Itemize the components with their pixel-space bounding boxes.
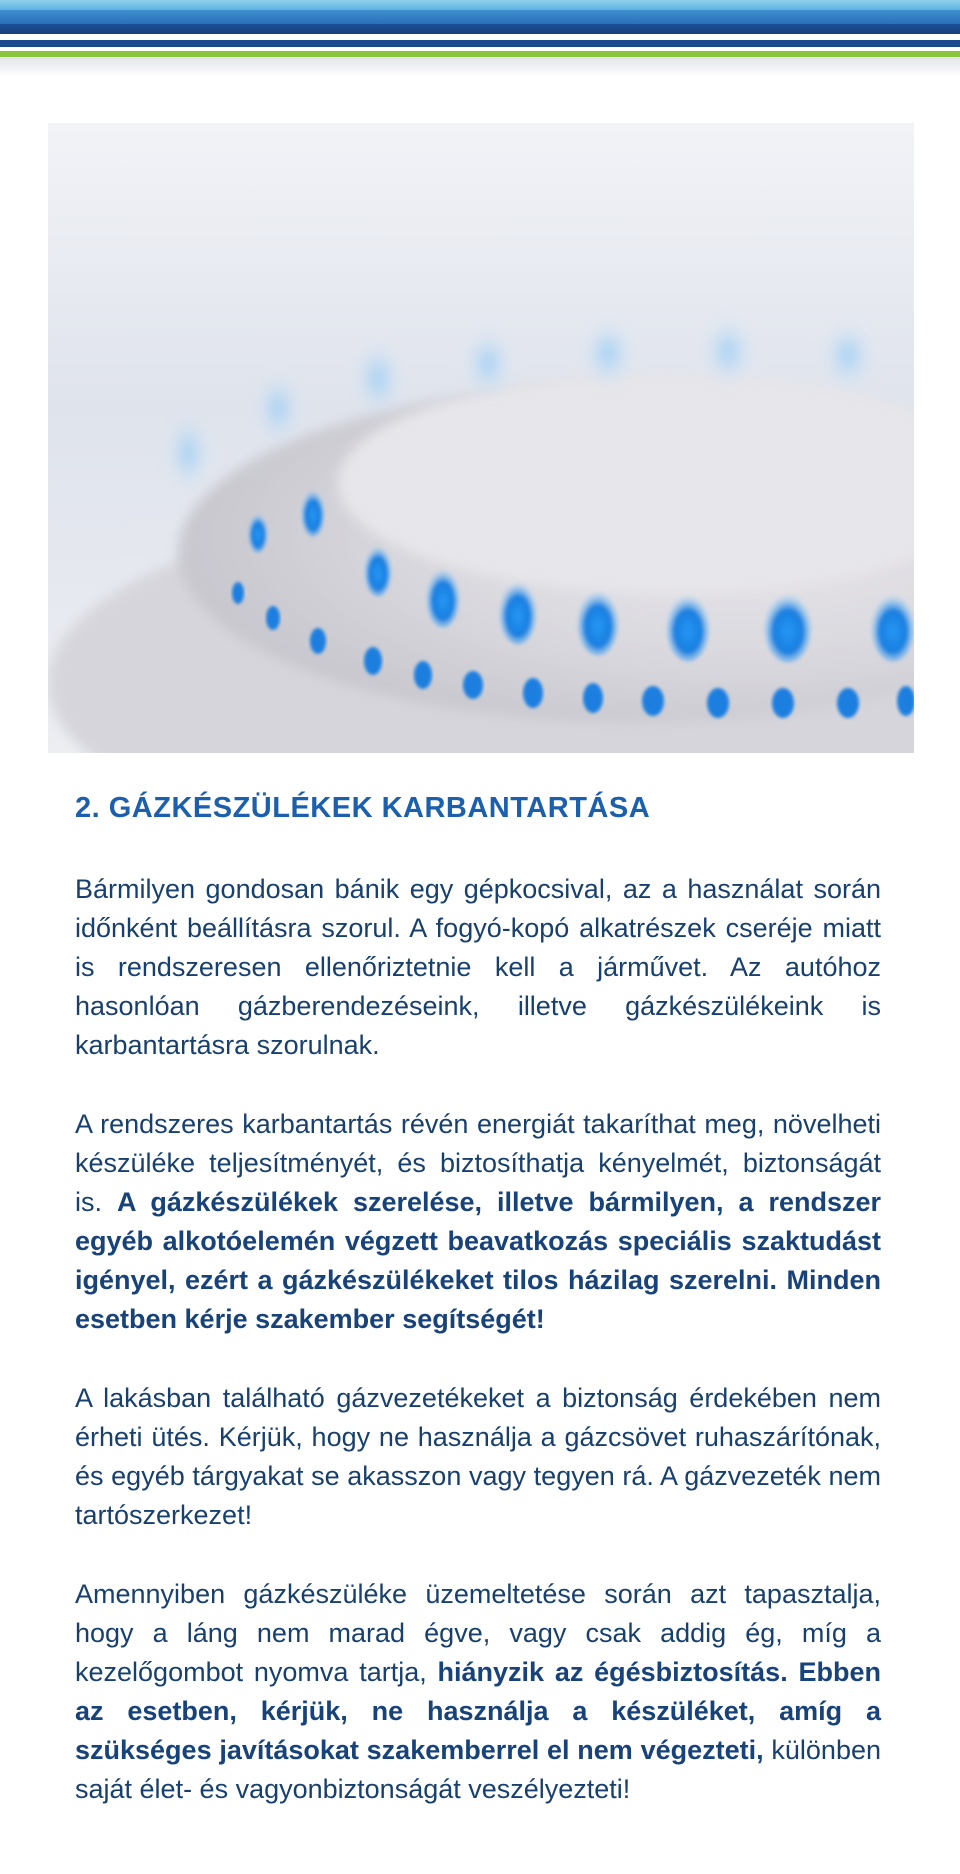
professional-repair-warning: A gázkészülékek szerelése, illetve bármilyen, a rendszer egyéb alkotóelemén végzett beavatkozás speciális szaktudást igényel, ezért a gázkészülékeket tilos házilag szerelni. Minden esetben kérje szakember segítségét! — [75, 1187, 881, 1334]
paragraph-maintenance-intro: Bármilyen gondosan bánik egy gépkocsival, az a használat során időnként beállításra szorul. A fogyó-kopó alkatrészek cseréje miatt is rendszeresen ellenőriztetnie kell a járművet. Az autóhoz hasonlóan gázberendezéseink, illetve gázkészülékeink is karbantartásra szorulnak. — [75, 874, 881, 1060]
gas-burner-photo — [48, 123, 914, 753]
benefits-text: A rendszeres karbantartás révén energiát takaríthat meg, növelheti készüléke teljesítményét, és biztosíthatja kényelmét, biztonságát is. — [75, 1109, 881, 1217]
paragraph-maintenance-benefits — [75, 1105, 881, 1339]
flame-safety-warning: hiányzik az égésbiztosítás. Ebben az esetben, kérjük, ne használja a készüléket, amíg a szükséges javításokat szakemberrel el nem végezteti, — [75, 1657, 881, 1765]
band-stripe-blue — [0, 10, 960, 24]
band-stripe-dark-blue — [0, 24, 960, 34]
band-stripe-light-blue — [0, 0, 960, 10]
article-content — [75, 790, 881, 1809]
band-shadow — [0, 57, 960, 77]
flame-safety-text-2: különben saját élet- és vagyonbiztonságát veszélyezteti! — [75, 1735, 881, 1804]
band-stripe-navy — [0, 40, 960, 47]
paragraph-flame-safety — [75, 1575, 881, 1809]
section-heading: 2. GÁZKÉSZÜLÉKEK KARBANTARTÁSA — [75, 792, 651, 824]
flame-safety-text-1: Amennyiben gázkészüléke üzemeltetése során azt tapasztalja, hogy a láng nem marad égve, vagy csak addig ég, míg a kezelőgombot nyomva tartja, — [75, 1579, 881, 1687]
decorative-header-band — [0, 0, 960, 80]
paragraph-gas-pipe-safety: A lakásban található gázvezetékeket a biztonság érdekében nem érheti ütés. Kérjük, hogy ne használja a gázcsövet ruhaszárítónak, és egyéb tárgyakat se akasszon vagy tegyen rá. A gázvezeték nem tartószerkezet! — [75, 1383, 881, 1530]
